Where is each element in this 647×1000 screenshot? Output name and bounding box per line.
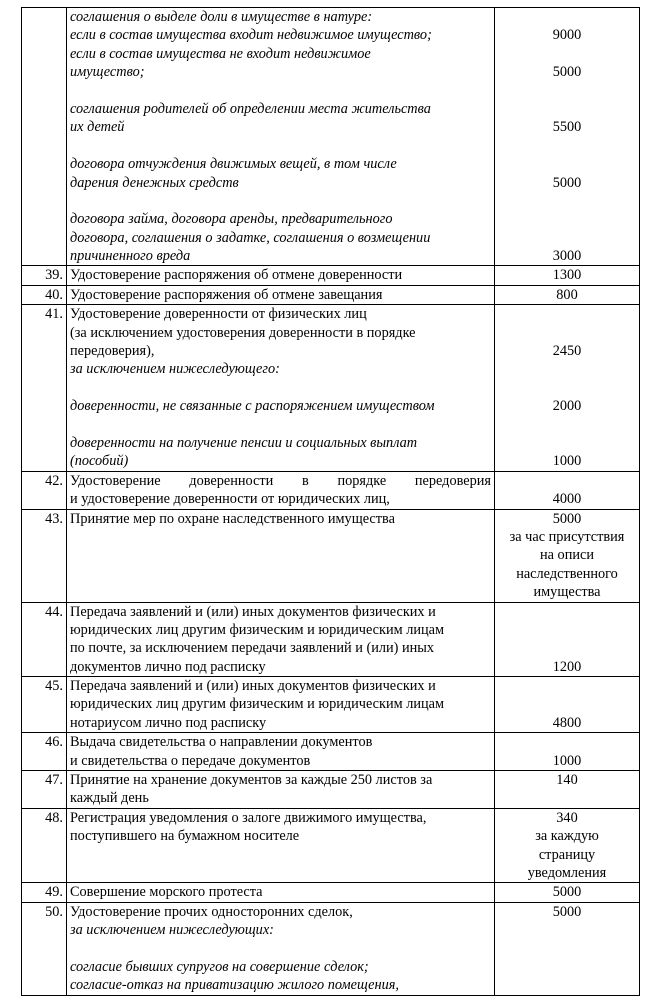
row-fee-cell (495, 305, 640, 472)
description-line: поступившего на бумажном носителе (70, 828, 300, 845)
description-line: согласие бывших супругов на совершение сделок; (70, 958, 369, 975)
fee-value: 5500 (552, 119, 582, 136)
description-line: и свидетельства о передаче документов (70, 752, 311, 769)
fee-value: 5000 (552, 510, 582, 527)
table-row-43 (22, 509, 640, 602)
table-row-49 (22, 883, 640, 902)
fee-note: страницу (538, 846, 596, 863)
description-line: договора отчуждения движимых вещей, в том числе (70, 156, 397, 173)
table-row-44 (22, 602, 640, 677)
fee-value: 5000 (552, 64, 582, 81)
fee-value: 1300 (495, 266, 640, 285)
row-number: 50. (22, 902, 67, 995)
description-line: договора займа, договора аренды, предварительного (70, 211, 393, 228)
table-row-40 (22, 285, 640, 304)
description-line: имущество; (70, 64, 145, 81)
description-line: документов лично под расписку (70, 658, 266, 675)
description-line: их детей (70, 119, 125, 136)
fee-value: 2450 (552, 343, 582, 360)
description-line: доверенности на получение пенсии и социальных выплат (70, 435, 418, 452)
description-line: по почте, за исключением передачи заявлений и (или) иных (70, 640, 435, 657)
table-row-41 (22, 305, 640, 472)
table-row-46 (22, 733, 640, 771)
description-line: дарения денежных средств (70, 174, 239, 191)
row-description-cell (67, 305, 495, 472)
row-fee-cell (495, 808, 640, 883)
description-line: если в состав имущества входит недвижимое имущество; (70, 27, 432, 44)
row-number-cell (22, 8, 67, 266)
fee-value: 1000 (552, 752, 582, 769)
row-number: 42. (22, 471, 67, 509)
description-line: юридических лиц другим физическим и юридическим лицам (70, 696, 445, 713)
table-row-50 (22, 902, 640, 995)
row-description-cell (67, 8, 495, 266)
description-line: каждый день (70, 790, 149, 807)
description-line: за исключением нижеследующих: (70, 922, 274, 939)
description-line: нотариусом лично под расписку (70, 714, 267, 731)
description-line: Удостоверение доверенности в порядке передоверия (70, 472, 491, 489)
description-line: Передача заявлений и (или) иных документов физических и (70, 603, 436, 620)
row-fee-cell (495, 602, 640, 677)
table-row-39 (22, 266, 640, 285)
fee-note: уведомления (527, 865, 607, 881)
fee-value: 3000 (552, 248, 582, 265)
row-description-cell (67, 471, 495, 509)
row-description-cell (67, 771, 495, 809)
table-row-48 (22, 808, 640, 883)
fee-value: 5000 (552, 174, 582, 191)
row-number: 41. (22, 305, 67, 472)
description-line: Выдача свидетельства о направлении документов (70, 734, 373, 751)
description-line: соглашения о выделе доли в имуществе в натуре: (70, 9, 373, 25)
fee-value: 4800 (552, 714, 582, 731)
description-line: юридических лиц другим физическим и юридическим лицам (70, 621, 445, 638)
table-row-45 (22, 677, 640, 733)
row-number: 43. (22, 509, 67, 602)
description-line: передоверия), (70, 343, 155, 360)
row-description: Принятие мер по охране наследственного имущества (67, 509, 495, 602)
description-line: Передача заявлений и (или) иных документов физических и (70, 678, 436, 695)
fee-note: наследственного (516, 565, 618, 582)
fee-value: 2000 (552, 398, 582, 415)
fee-value: 800 (495, 285, 640, 304)
fee-note: на описи (539, 547, 595, 564)
description-line: (за исключением удостоверения доверенности в порядке (70, 324, 416, 341)
fee-note: за час присутствия (509, 528, 625, 545)
description-line: Удостоверение прочих односторонних сделок, (70, 903, 353, 920)
fee-note: за каждую (535, 828, 599, 845)
description-line: договора, соглашения о задатке, соглашения о возмещении (70, 229, 431, 246)
fee-value: 5000 (495, 883, 640, 902)
row-description: Совершение морского протеста (67, 883, 495, 902)
description-line: Принятие на хранение документов за каждые 250 листов за (70, 772, 433, 789)
row-fee-cell (495, 8, 640, 266)
row-number: 39. (22, 266, 67, 285)
description-line: и удостоверение доверенности от юридических лиц, (70, 491, 390, 508)
row-number: 40. (22, 285, 67, 304)
row-fee-cell (495, 471, 640, 509)
row-number: 44. (22, 602, 67, 677)
fee-value: 5000 (495, 902, 640, 995)
row-fee-cell (495, 509, 640, 602)
fee-value: 9000 (552, 27, 582, 44)
row-number: 48. (22, 808, 67, 883)
description-line: соглашения родителей об определении места жительства (70, 100, 431, 117)
row-description-cell (67, 677, 495, 733)
row-fee-cell (495, 733, 640, 771)
row-description: Удостоверение распоряжения об отмене завещания (67, 285, 495, 304)
row-description-cell (67, 902, 495, 995)
row-fee-cell (495, 677, 640, 733)
fee-value: 340 (556, 809, 578, 826)
row-number: 49. (22, 883, 67, 902)
row-number: 47. (22, 771, 67, 809)
description-line: если в состав имущества не входит недвижимое (70, 45, 371, 62)
fee-value: 4000 (552, 491, 582, 508)
fee-value: 1000 (552, 453, 582, 470)
row-description-cell (67, 733, 495, 771)
description-line: согласие-отказ на приватизацию жилого помещения, (70, 977, 399, 994)
description-line: доверенности, не связанные с распоряжением имуществом (70, 398, 435, 415)
row-description-cell (67, 808, 495, 883)
description-line: Регистрация уведомления о залоге движимого имущества, (70, 809, 427, 826)
fee-note: имущества (533, 584, 601, 601)
description-line: Удостоверение доверенности от физических лиц (70, 306, 367, 323)
table-row-47 (22, 771, 640, 809)
table-row-38-continuation (22, 8, 640, 266)
fee-value: 1200 (552, 658, 582, 675)
row-description: Удостоверение распоряжения об отмене доверенности (67, 266, 495, 285)
description-line: за исключением нижеследующего: (70, 361, 280, 378)
row-number: 46. (22, 733, 67, 771)
description-line: (пособий) (70, 453, 129, 470)
row-description-cell (67, 602, 495, 677)
fees-table (21, 7, 640, 996)
table-row-42 (22, 471, 640, 509)
description-line: причиненного вреда (70, 248, 191, 265)
row-number: 45. (22, 677, 67, 733)
fee-value: 140 (495, 771, 640, 809)
